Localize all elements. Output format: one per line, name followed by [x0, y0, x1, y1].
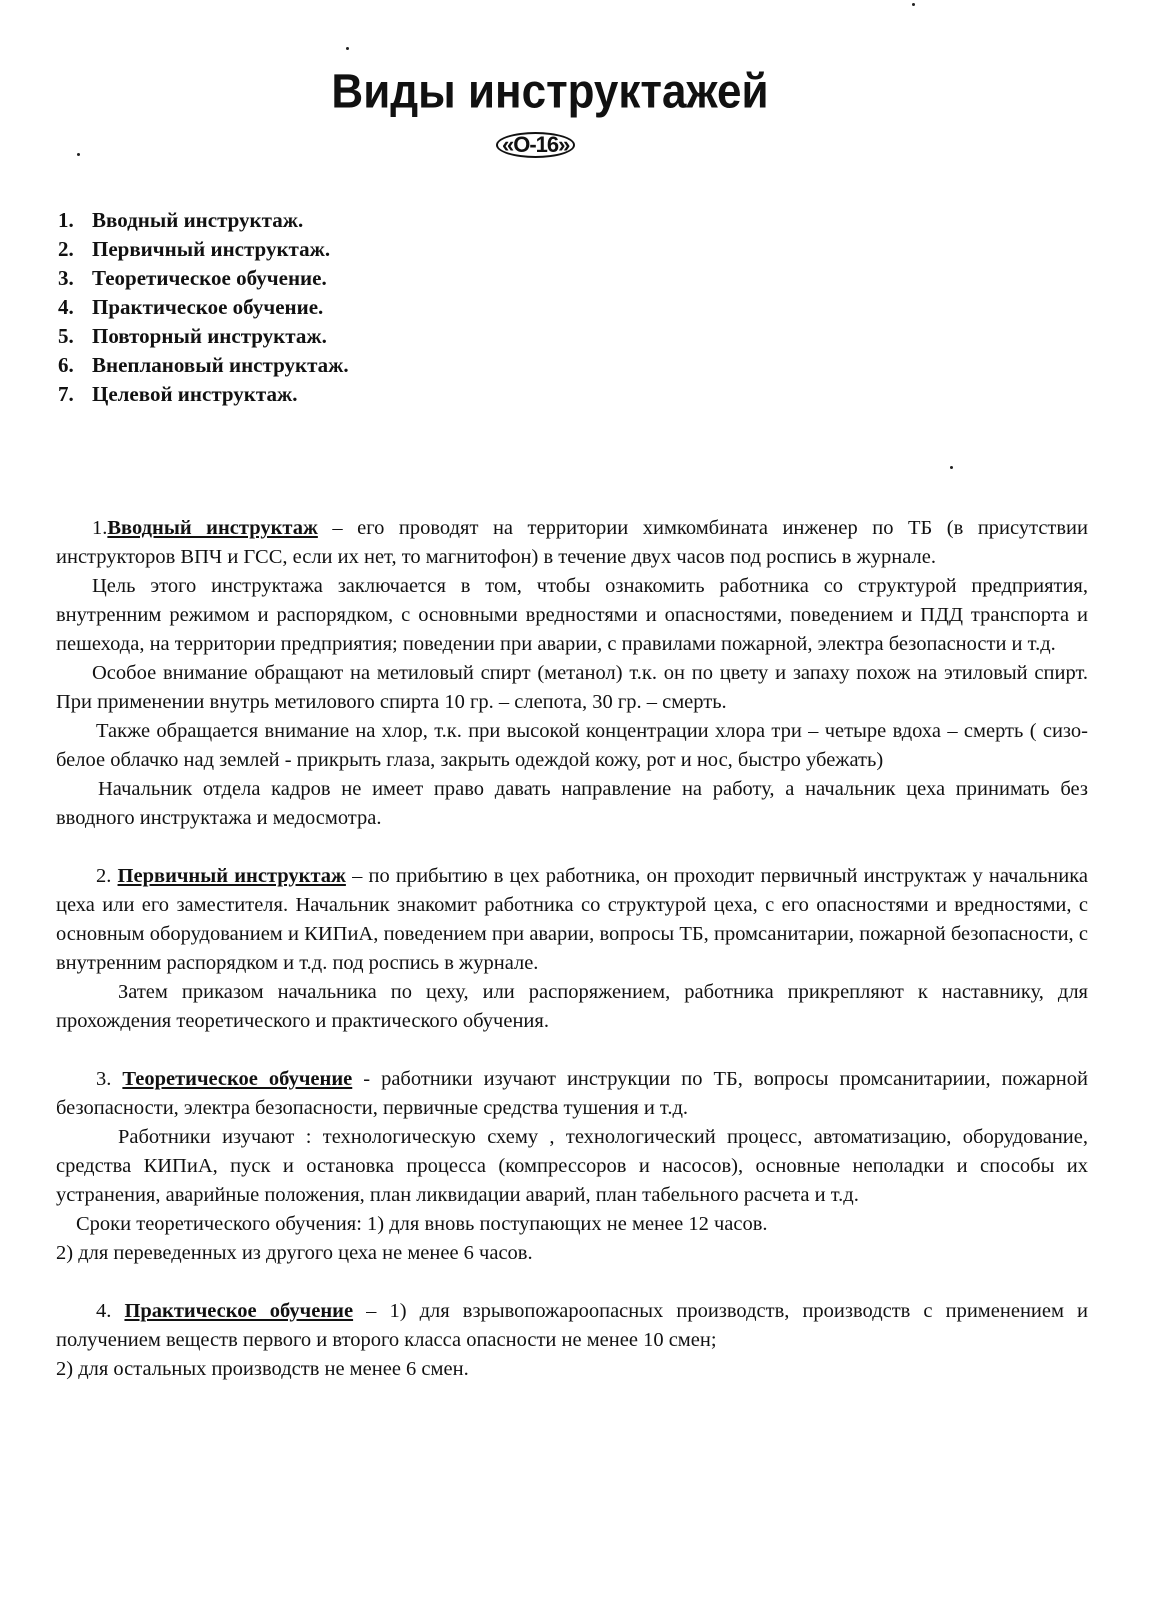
scan-speck — [346, 47, 349, 50]
paragraph-gap — [56, 833, 1088, 862]
section-1-intro: 1.Вводный инструктаж – его проводят на территории химкомбината инженер по ТБ (в присутствии инструкторов ВПЧ и ГСС, если их нет, то магнитофон) в течение двух часов под роспись в журнале. — [56, 517, 1088, 568]
section-1-paragraph: Также обращается внимание на хлор, т.к. при высокой концентрации хлора три – четыре вдоха – смерть ( сизо-белое облачко над землей - прикрыть глаза, закрыть одеждой кожу, рот и нос, быстро убежать) — [56, 720, 1088, 771]
scan-speck — [77, 153, 80, 156]
list-item: 5. Повторный инструктаж. — [58, 324, 327, 348]
scan-speck — [912, 3, 915, 6]
section-3-paragraph: Работники изучают : технологическую схему , технологический процесс, автоматизацию, оборудование, средства КИПиА, пуск и остановка процесса (компрессоров и насосов), основные неполадки и способы их устранения, аварийные положения, план ликвидации аварий, план табельного расчета и т.д. — [56, 1126, 1088, 1206]
section-4-heading: Практическое обучение — [124, 1300, 354, 1322]
paragraph-gap — [56, 1036, 1088, 1065]
list-item: 3. Теоретическое обучение. — [58, 266, 327, 290]
section-2-heading: Первичный инструктаж — [117, 865, 346, 887]
section-3-intro: 3. Теоретическое обучение - работники изучают инструкции по ТБ, вопросы промсанитариии, пожарной безопасности, электра безопасности, первичные средства тушения и т.д. — [56, 1068, 1089, 1119]
section-3-paragraph: 2) для переведенных из другого цеха не менее 6 часов. — [56, 1242, 533, 1264]
list-item: 1. Вводный инструктаж. — [58, 208, 304, 232]
document-body — [56, 514, 1088, 1384]
list-item: 2. Первичный инструктаж. — [58, 237, 331, 261]
section-2-intro: 2. Первичный инструктаж – по прибытию в цех работника, он проходит первичный инструктаж у начальника цеха или его заместителя. Начальник знакомит работника со структурой цеха, с его опасностями и вредностями, с основным оборудованием и КИПиА, поведением при аварии, вопросы ТБ, промсанитарии, пожарной безопасности, с внутренним распорядком и т.д. под роспись в журнале. — [56, 865, 1088, 974]
list-item: 4. Практическое обучение. — [58, 295, 324, 319]
scan-speck — [950, 466, 953, 469]
section-1-paragraph: Особое внимание обращают на метиловый спирт (метанол) т.к. он по цвету и запаху похож на этиловый спирт. При применении внутрь метилового спирта 10 гр. – слепота, 30 гр. – смерть. — [56, 662, 1088, 713]
contents-list — [58, 206, 349, 409]
document-stamp — [496, 130, 575, 160]
paragraph-gap — [56, 1268, 1088, 1297]
list-item: 7. Целевой инструктаж. — [58, 382, 298, 406]
stamp-code: «О-16» — [496, 132, 575, 158]
section-2-paragraph: Затем приказом начальника по цеху, или распоряжением, работника прикрепляют к наставнику, для прохождения теоретического и практического обучения. — [56, 981, 1088, 1032]
section-4-paragraph: 2) для остальных производств не менее 6 смен. — [56, 1358, 469, 1380]
section-3-paragraph: Сроки теоретического обучения: 1) для вновь поступающих не менее 12 часов. — [76, 1213, 768, 1235]
section-1-paragraph: Цель этого инструктажа заключается в том, чтобы ознакомить работника со структурой предприятия, внутренним режимом и распорядком, с основными вредностями и опасностями, поведением и ПДД транспорта и пешехода, на территории предприятия; поведении при аварии, с правилами пожарной, электра безопасности и т.д. — [56, 575, 1088, 655]
section-3-heading: Теоретическое обучение — [122, 1068, 353, 1090]
section-4-intro: 4. Практическое обучение – 1) для взрывопожароопасных производств, производств с применением и получением веществ первого и второго класса опасности не менее 10 смен; — [56, 1300, 1088, 1351]
document-title: Виды инструктажей — [331, 64, 769, 119]
section-1-heading: Вводный инструктаж — [107, 517, 318, 539]
section-1-paragraph: Начальник отдела кадров не имеет право давать направление на работу, а начальник цеха принимать без вводного инструктажа и медосмотра. — [56, 778, 1088, 829]
list-item: 6. Внеплановый инструктаж. — [58, 353, 349, 377]
